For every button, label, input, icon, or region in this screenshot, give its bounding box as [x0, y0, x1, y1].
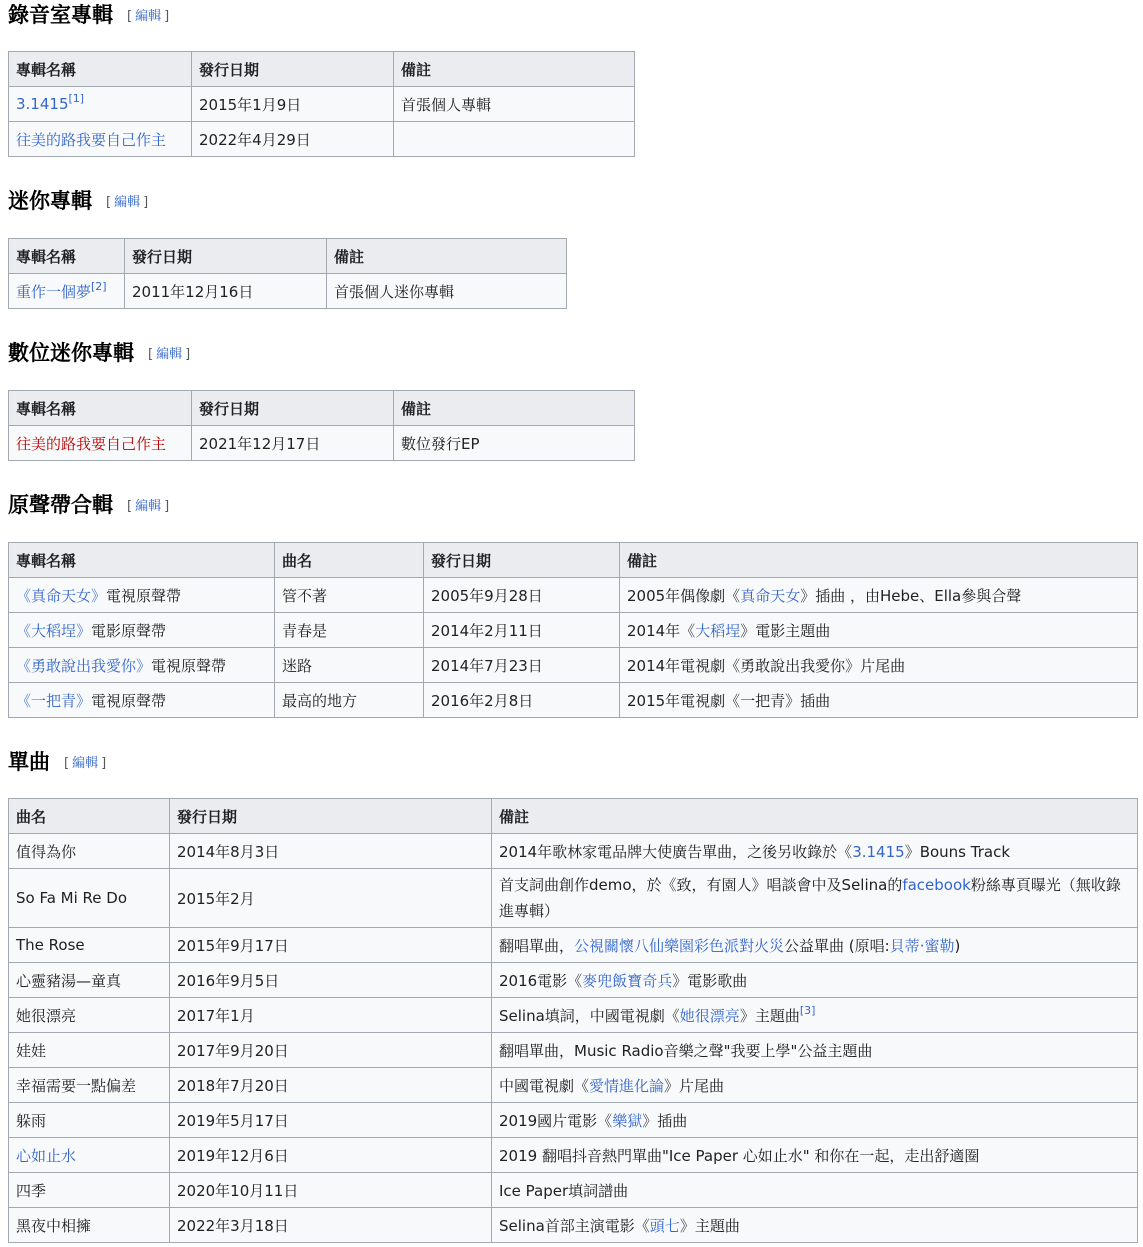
- table-row: [9, 274, 567, 309]
- table-row: [9, 613, 1138, 648]
- section-title: 單曲: [8, 750, 50, 774]
- section-title: 數位迷你專輯: [8, 341, 134, 365]
- column-header: 發行日期: [170, 799, 492, 834]
- note-cell: 2019國片電影《樂獄》插曲: [492, 1103, 1138, 1138]
- song-cell: 她很漂亮: [9, 998, 170, 1033]
- album-suffix: 電視原聲帶: [151, 656, 227, 675]
- date-cell: 2022年3月18日: [170, 1208, 492, 1243]
- column-header: 專輯名稱: [9, 543, 275, 578]
- song-cell: The Rose: [9, 928, 170, 963]
- singles-table: [8, 798, 1138, 1243]
- album-cell: [9, 426, 192, 461]
- note-cell: 2019 翻唱抖音熱門單曲"Ice Paper 心如止水" 和你在一起，走出舒適圈: [492, 1138, 1138, 1173]
- album-link[interactable]: 《勇敢說出我愛你》: [16, 656, 152, 675]
- edit-link[interactable]: 編輯: [156, 347, 183, 362]
- table-row: [9, 1138, 1138, 1173]
- album-link[interactable]: 3.1415: [16, 95, 69, 113]
- column-header: 專輯名稱: [9, 239, 125, 274]
- column-header: 發行日期: [192, 52, 394, 87]
- column-header: 曲名: [9, 799, 170, 834]
- date-cell: 2017年9月20日: [170, 1033, 492, 1068]
- date-cell: 2016年2月8日: [424, 683, 620, 718]
- album-link-missing[interactable]: 往美的路我要自己作主: [16, 434, 167, 453]
- table-row: [9, 1033, 1138, 1068]
- album-link[interactable]: 《真命天女》: [16, 586, 107, 605]
- song-cell: 躲雨: [9, 1103, 170, 1138]
- table-row: [9, 87, 635, 122]
- table-header-row: [9, 391, 635, 426]
- table-row: [9, 928, 1138, 963]
- section-studio-albums: [0, 0, 169, 31]
- date-cell: 2019年12月6日: [170, 1138, 492, 1173]
- edit-link-wrapper: [ 編輯 ]: [148, 347, 191, 362]
- song-cell: 迷路: [275, 648, 424, 683]
- column-header: 備註: [327, 239, 567, 274]
- album-cell: [9, 122, 192, 157]
- note-cell: Selina首部主演電影《頭七》主題曲: [492, 1208, 1138, 1243]
- mini-albums-table: [8, 238, 567, 309]
- section-heading: [0, 1, 169, 31]
- note-link[interactable]: 大稻埕: [695, 621, 741, 640]
- note-cell: 中國電視劇《愛情進化論》片尾曲: [492, 1068, 1138, 1103]
- edit-link-wrapper: [ 編輯 ]: [106, 195, 149, 210]
- table-row: [9, 683, 1138, 718]
- album-suffix: 電視原聲帶: [106, 586, 182, 605]
- song-link[interactable]: 心如止水: [16, 1146, 77, 1165]
- edit-link-wrapper: [ 編輯 ]: [64, 756, 107, 771]
- date-cell: 2016年9月5日: [170, 963, 492, 998]
- digital-mini-albums-table: [8, 390, 635, 461]
- song-cell: 娃娃: [9, 1033, 170, 1068]
- date-cell: 2014年7月23日: [424, 648, 620, 683]
- reference-link[interactable]: [2]: [91, 279, 107, 293]
- date-cell: 2020年10月11日: [170, 1173, 492, 1208]
- album-link[interactable]: 《一把青》: [16, 691, 92, 710]
- soundtracks-table: [8, 542, 1138, 718]
- song-cell: 青春是: [275, 613, 424, 648]
- column-header: 曲名: [275, 543, 424, 578]
- edit-link-wrapper: [ 編輯 ]: [127, 499, 170, 514]
- column-header: 備註: [394, 391, 635, 426]
- song-cell: 最高的地方: [275, 683, 424, 718]
- date-cell: 2015年2月: [170, 869, 492, 928]
- date-cell: 2005年9月28日: [424, 578, 620, 613]
- note-link[interactable]: 她很漂亮: [679, 1006, 740, 1025]
- reference-link[interactable]: [3]: [799, 1003, 816, 1017]
- album-cell: [9, 274, 125, 309]
- album-link[interactable]: 往美的路我要自己作主: [16, 130, 167, 149]
- song-cell: So Fa Mi Re Do: [9, 869, 170, 928]
- table-row: [9, 1068, 1138, 1103]
- edit-link[interactable]: 編輯: [135, 9, 162, 24]
- edit-link-wrapper: [ 編輯 ]: [127, 9, 170, 24]
- note-cell: 翻唱單曲，公視關懷八仙樂園彩色派對火災公益單曲 (原唱:貝蒂·蜜勒): [492, 928, 1138, 963]
- album-cell: [9, 87, 192, 122]
- table-row: [9, 648, 1138, 683]
- table-row: [9, 1208, 1138, 1243]
- section-heading: [0, 748, 106, 778]
- note-link[interactable]: 樂獄: [612, 1111, 643, 1130]
- section-title: 原聲帶合輯: [8, 493, 113, 517]
- date-cell: 2015年1月9日: [192, 87, 394, 122]
- date-cell: 2015年9月17日: [170, 928, 492, 963]
- table-header-row: [9, 52, 635, 87]
- section-digital-mini-albums: [0, 339, 190, 369]
- note-link[interactable]: 麥兜飯寶奇兵: [582, 971, 673, 990]
- album-link[interactable]: 《大稻埕》: [16, 621, 92, 640]
- song-cell: [9, 1138, 170, 1173]
- column-header: 備註: [492, 799, 1138, 834]
- note-cell: Ice Paper填詞譜曲: [492, 1173, 1138, 1208]
- note-cell: 首張個人迷你專輯: [327, 274, 567, 309]
- table-row: [9, 578, 1138, 613]
- table-row: [9, 963, 1138, 998]
- song-cell: 幸福需要一點偏差: [9, 1068, 170, 1103]
- date-cell: 2022年4月29日: [192, 122, 394, 157]
- edit-link[interactable]: 編輯: [135, 499, 162, 514]
- section-title: 迷你專輯: [8, 189, 92, 213]
- column-header: 發行日期: [192, 391, 394, 426]
- table-row: [9, 834, 1138, 869]
- column-header: 備註: [620, 543, 1138, 578]
- column-header: 發行日期: [125, 239, 327, 274]
- song-cell: 值得為你: [9, 834, 170, 869]
- album-cell: [9, 683, 275, 718]
- note-link[interactable]: 3.1415: [852, 842, 905, 861]
- song-cell: 心靈豬湯—童真: [9, 963, 170, 998]
- reference-link[interactable]: [1]: [68, 92, 85, 105]
- note-link[interactable]: 頭七: [649, 1216, 680, 1235]
- note-cell: 2014年電視劇《勇敢說出我愛你》片尾曲: [620, 648, 1138, 683]
- table-row: [9, 869, 1138, 928]
- table-header-row: [9, 543, 1138, 578]
- note-cell: [394, 122, 635, 157]
- edit-link[interactable]: 編輯: [72, 756, 99, 771]
- section-heading: [0, 339, 190, 369]
- album-cell: [9, 578, 275, 613]
- section-soundtracks: [0, 491, 169, 521]
- table-row: [9, 1173, 1138, 1208]
- table-row: [9, 998, 1138, 1033]
- table-header-row: [9, 799, 1138, 834]
- section-title: 錄音室專輯: [8, 3, 113, 27]
- section-heading: [0, 491, 169, 521]
- note-link[interactable]: facebook: [902, 876, 971, 894]
- album-suffix: 電視原聲帶: [91, 691, 167, 710]
- album-cell: [9, 613, 275, 648]
- note-cell: 2015年電視劇《一把青》插曲: [620, 683, 1138, 718]
- column-header: 專輯名稱: [9, 52, 192, 87]
- note-link[interactable]: 貝蒂·蜜勒: [889, 936, 955, 955]
- date-cell: 2021年12月17日: [192, 426, 394, 461]
- date-cell: 2011年12月16日: [125, 274, 327, 309]
- date-cell: 2018年7月20日: [170, 1068, 492, 1103]
- section-heading: [0, 187, 148, 217]
- note-cell: 數位發行EP: [394, 426, 635, 461]
- table-row: [9, 122, 635, 157]
- column-header: 專輯名稱: [9, 391, 192, 426]
- note-cell: 首張個人專輯: [394, 87, 635, 122]
- date-cell: 2014年2月11日: [424, 613, 620, 648]
- song-cell: 黑夜中相擁: [9, 1208, 170, 1243]
- note-cell: 翻唱單曲，Music Radio音樂之聲"我要上學"公益主題曲: [492, 1033, 1138, 1068]
- note-link[interactable]: 真命天女: [740, 586, 801, 605]
- section-singles: [0, 748, 106, 778]
- note-cell: 2014年歌林家電品牌大使廣告單曲，之後另收錄於《3.1415》Bouns Track: [492, 834, 1138, 869]
- table-row: [9, 1103, 1138, 1138]
- note-cell: 2005年偶像劇《真命天女》插曲 ，由Hebe、Ella參與合聲: [620, 578, 1138, 613]
- table-header-row: [9, 239, 567, 274]
- note-cell: Selina填詞，中國電視劇《她很漂亮》主題曲[3]: [492, 998, 1138, 1033]
- note-cell: 2016電影《麥兜飯寶奇兵》電影歌曲: [492, 963, 1138, 998]
- song-cell: 管不著: [275, 578, 424, 613]
- note-link[interactable]: 公視關懷八仙樂園彩色派對火災: [574, 936, 785, 955]
- date-cell: 2019年5月17日: [170, 1103, 492, 1138]
- studio-albums-table: [8, 51, 635, 157]
- song-cell: 四季: [9, 1173, 170, 1208]
- note-cell: 2014年《大稻埕》電影主題曲: [620, 613, 1138, 648]
- table-row: [9, 426, 635, 461]
- album-cell: [9, 648, 275, 683]
- column-header: 發行日期: [424, 543, 620, 578]
- date-cell: 2014年8月3日: [170, 834, 492, 869]
- date-cell: 2017年1月: [170, 998, 492, 1033]
- album-link[interactable]: 重作一個夢: [16, 282, 92, 301]
- edit-link[interactable]: 編輯: [114, 195, 141, 210]
- section-mini-albums: [0, 187, 148, 217]
- album-suffix: 電影原聲帶: [91, 621, 167, 640]
- note-cell: 首支詞曲創作demo，於《致，有園人》唱談會中及Selina的facebook粉絲專頁曝光（無收錄進專輯）: [492, 869, 1138, 928]
- column-header: 備註: [394, 52, 635, 87]
- note-link[interactable]: 愛情進化論: [589, 1076, 665, 1095]
